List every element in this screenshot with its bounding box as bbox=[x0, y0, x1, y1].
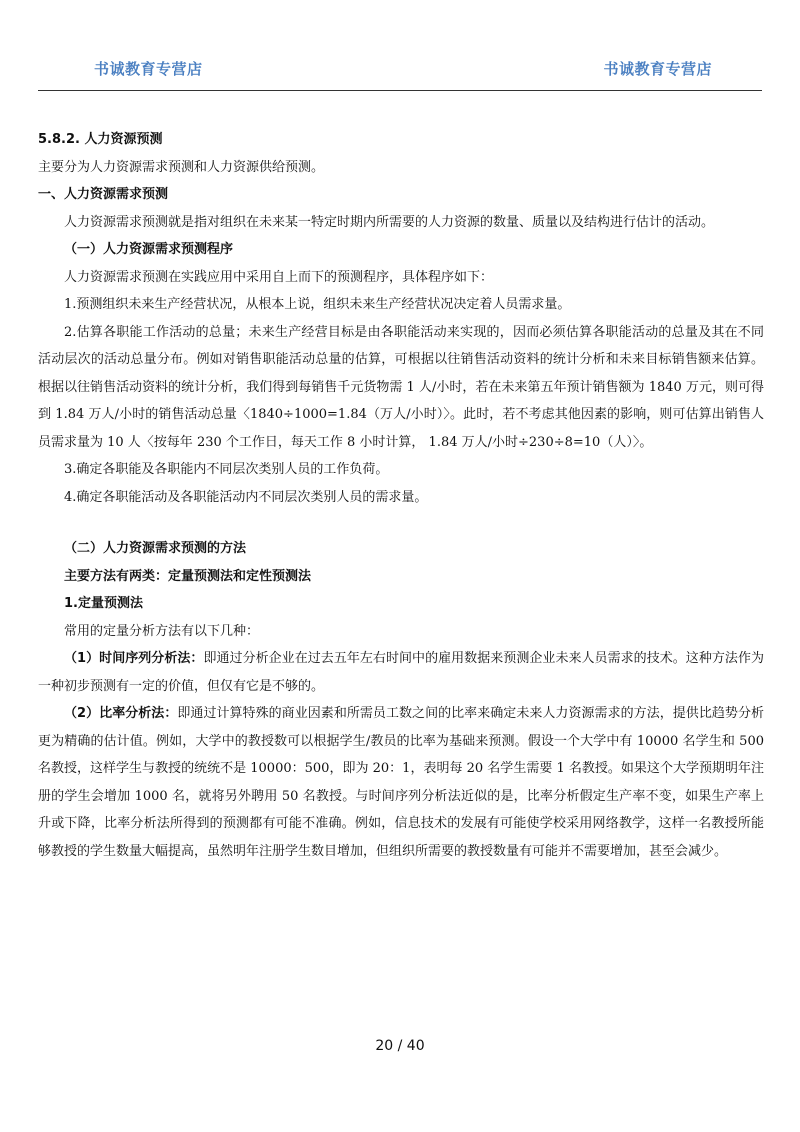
method-2-paragraph bbox=[38, 700, 764, 865]
page-number: 20 / 40 bbox=[375, 1038, 425, 1054]
spacer bbox=[38, 511, 764, 535]
method-1-text: 即通过分析企业在过去五年左右时间中的雇用数据来预测企业未来人员需求的技术。这种方法作为一种初步预测有一定的价值，但仅有它是不够的。 bbox=[38, 651, 764, 694]
header-left-text: 书诚教育专营店 bbox=[94, 60, 203, 78]
part1-heading: 一、人力资源需求预测 bbox=[38, 187, 169, 202]
quant-heading: 1.定量预测法 bbox=[64, 596, 143, 611]
method-2-text: 即通过计算特殊的商业因素和所需员工数之间的比率来确定未来人力资源需求的方法，提供比趋势分析更为精确的估计值。例如，大学中的教授数可以根据学生/教员的比率为基础来预测。假设一个大学中有 10000 名学生和 500 名教授，这样学生与教授的统统不是 10000：500，即为 20：1，表明每 20 名学生需要 1 名教授。如果这个大学预期明年注册的学生会增加 1000 名，就将另外聘用 50 名教授。与时间序列分析法近似的是，比率分析假定生产率不变，如果生产率上升或下降，比率分析法所得到的预测都有可能不准确。例如，信息技术的发展有可能使学校采用网络教学，这样一名教授所能够教授的学生数量大幅提高，虽然明年注册学生数目增加，但组织所需要的教授数量有可能并不需要增加，甚至会减少。 bbox=[38, 706, 764, 859]
sub1-heading: （一）人力资源需求预测程序 bbox=[64, 242, 234, 257]
sub1-intro: 人力资源需求预测在实践应用中采用自上而下的预测程序，具体程序如下： bbox=[64, 269, 494, 285]
step-4: 4.确定各职能活动及各职能活动内不同层次类别人员的需求量。 bbox=[64, 489, 428, 505]
method-2-label: （2）比率分析法： bbox=[64, 706, 178, 721]
section-title: 5.8.2. 人力资源预测 bbox=[38, 132, 163, 147]
method-1-paragraph bbox=[38, 645, 764, 700]
page-header bbox=[38, 52, 762, 91]
document-body bbox=[38, 126, 764, 865]
step-2: 2.估算各职能工作活动的总量；未来生产经营目标是由各职能活动来实现的，因而必须估算各职能活动的总量及其在不同活动层次的活动总量分布。例如对销售职能活动总量的估算，可根据以往销售活动资料的统计分析和未来目标销售额来估算。根据以往销售活动资料的统计分析，我们得到每销售千元货物需 1 人/小时，若在未来第五年预计销售额为 1840 万元，则可得到 1.84 万人/小时的销售活动总量〈1840÷1000=1.84（万人/小时）〉。此时，若不考虑其他因素的影响，则可估算出销售人员需求量为 10 人〈按每年 230 个工作日，每天工作 8 小时计算， 1.84 万人/小时÷230÷8=10（人）〉。 bbox=[38, 324, 764, 450]
step-1: 1.预测组织未来生产经营状况，从根本上说，组织未来生产经营状况决定着人员需求量。 bbox=[64, 297, 571, 312]
method-1-label: （1）时间序列分析法： bbox=[64, 651, 204, 666]
intro-paragraph: 主要分为人力资源需求预测和人力资源供给预测。 bbox=[38, 159, 325, 175]
sub2-heading: （二）人力资源需求预测的方法 bbox=[64, 541, 247, 556]
quant-intro: 常用的定量分析方法有以下几种： bbox=[64, 623, 260, 639]
step-3: 3.确定各职能及各职能内不同层次类别人员的工作负荷。 bbox=[64, 462, 389, 477]
part1-definition: 人力资源需求预测就是指对组织在未来某一特定时期内所需要的人力资源的数量、质量以及结构进行估计的活动。 bbox=[64, 214, 715, 230]
methods-line: 主要方法有两类：定量预测法和定性预测法 bbox=[64, 568, 312, 584]
header-right-text: 书诚教育专营店 bbox=[603, 60, 712, 78]
